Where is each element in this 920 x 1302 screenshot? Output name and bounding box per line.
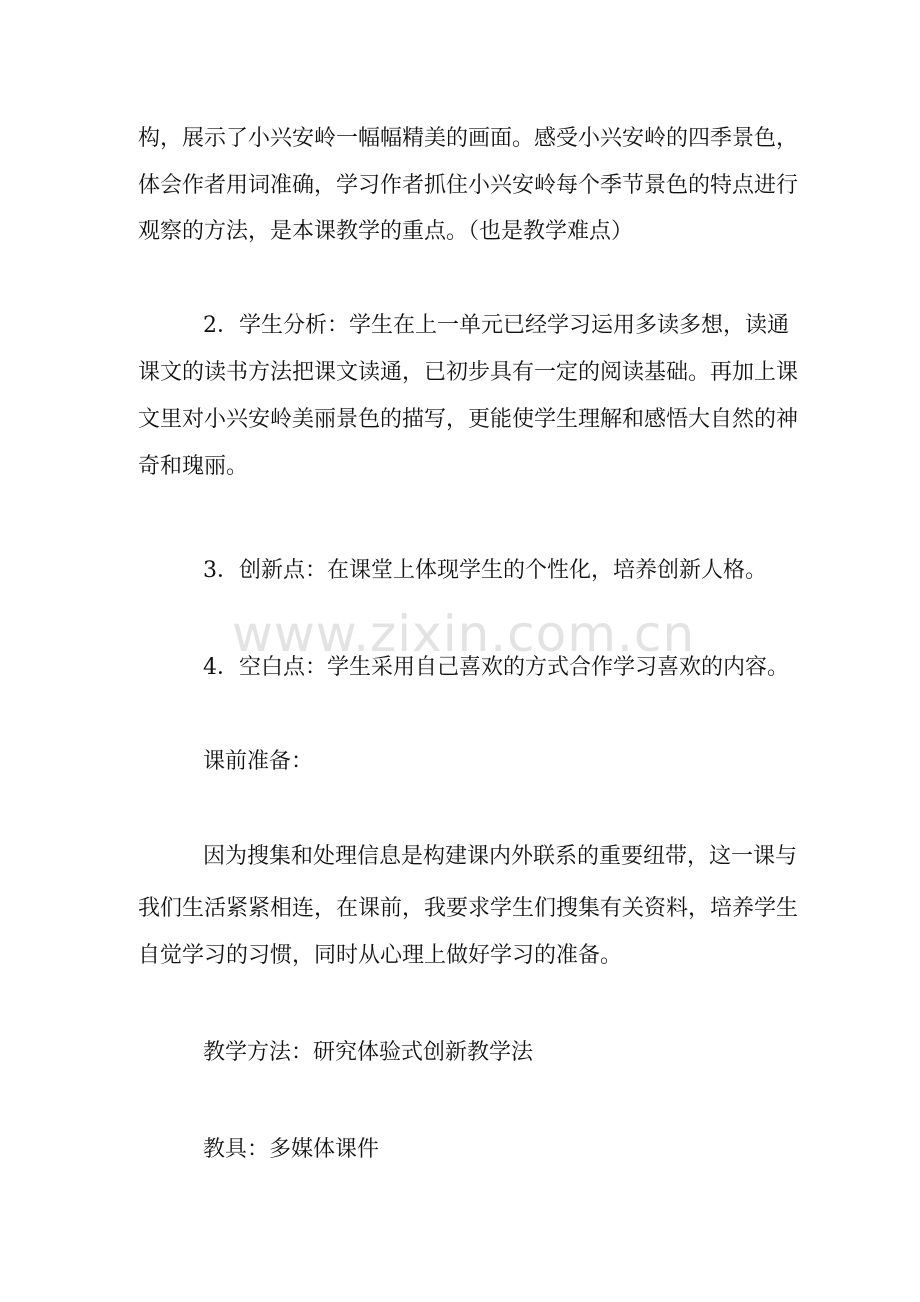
text-line: 课文的读书方法把课文读通，已初步具有一定的阅读基础。再加上课 [138, 360, 799, 385]
text-line: 4．空白点：学生采用自己喜欢的方式合作学习喜欢的内容。 [203, 655, 789, 680]
text-line: 3．创新点：在课堂上体现学生的个性化，培养创新人格。 [203, 558, 767, 583]
text-line: 2．学生分析：学生在上一单元已经学习运用多读多想，读通 [203, 313, 789, 338]
text-line: 体会作者用词准确，学习作者抓住小兴安岭每个季节景色的特点进行 [138, 173, 799, 198]
text-line: 因为搜集和处理信息是构建课内外联系的重要纽带，这一课与 [203, 844, 798, 869]
text-line: 教学方法：研究体验式创新教学法 [203, 1040, 534, 1065]
text-line: 自觉学习的习惯，同时从心理上做好学习的准备。 [138, 943, 623, 968]
watermark: www.zixin.com.cn [232, 605, 696, 663]
text-line: 文里对小兴安岭美丽景色的描写，更能使学生理解和感悟大自然的神 [138, 407, 799, 432]
text-line: 奇和瑰丽。 [138, 454, 249, 479]
section-heading: 课前准备： [203, 749, 314, 774]
text-line: 构，展示了小兴安岭一幅幅精美的画面。感受小兴安岭的四季景色， [138, 126, 799, 151]
text-line: 我们生活紧紧相连，在课前，我要求学生们搜集有关资料，培养学生 [138, 896, 799, 921]
text-line: 观察的方法，是本课教学的重点。（也是教学难点） [138, 219, 634, 244]
text-line: 教具：多媒体课件 [203, 1137, 380, 1162]
